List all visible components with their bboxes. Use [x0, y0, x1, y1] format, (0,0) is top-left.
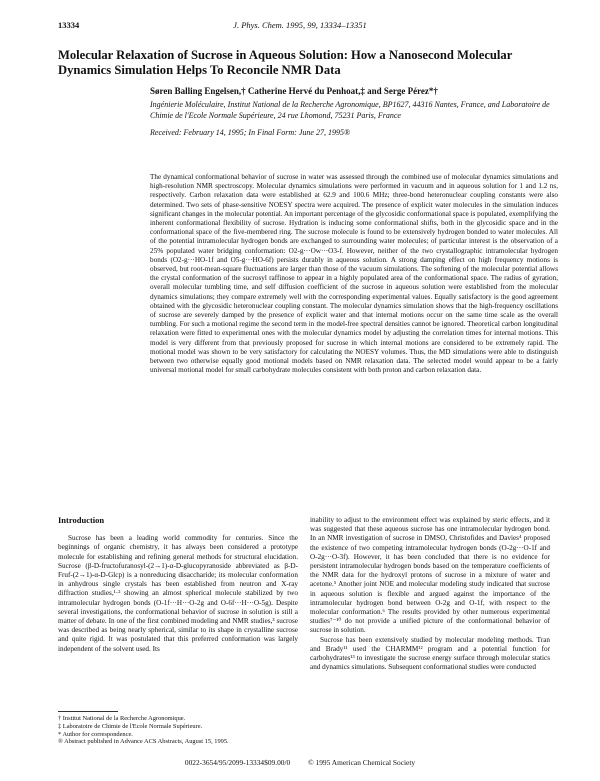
author-list: Søren Balling Engelsen,† Catherine Hervé du Penhoat,‡ and Serge Pérez*†: [150, 86, 438, 96]
intro-paragraph-2: Sucrose has been extensively studied by molecular modeling methods. Tran and Brady¹¹ used the CHARMM¹² program and a potential function for carbohydrates¹³ to investigate the sucrose energy surface through molecular statics and dynamics simulations. Subsequent conformational studies were conducted: [310, 635, 550, 672]
received-dates: Received: February 14, 1995; In Final Form: June 27, 1995®: [150, 128, 351, 137]
footnote-divider: [58, 711, 118, 712]
affiliation: Ingénierie Moléculaire, Institut National de la Recherche Agronomique, BP1627, 44316 Nantes, France, and Laboratoire de Chimie de l'Ecole Normale Supérieure, 24 rue Lhomond, 75231 Paris, France: [150, 100, 550, 120]
article-title: Molecular Relaxation of Sucrose in Aqueous Solution: How a Nanosecond Molecular Dynamics Simulation Helps To Reconcile NMR Data: [58, 48, 513, 77]
footnote-3: * Author for correspondence.: [58, 730, 133, 738]
journal-reference: J. Phys. Chem. 1995, 99, 13334–13351: [233, 20, 367, 30]
footnote-4: ® Abstract published in Advance ACS Abstracts, August 15, 1995.: [58, 738, 229, 746]
left-column: [58, 516, 298, 654]
page-number: 13334: [58, 20, 80, 30]
running-head: [58, 20, 542, 32]
right-column: [310, 516, 550, 672]
copyright-notice: © 1995 American Chemical Society: [308, 758, 416, 767]
article-code: 0022-3654/95/2099-13334$09.00/0: [184, 758, 291, 767]
footnote-2: ‡ Laboratoire de Chimie de l'Ecole Normale Supérieure.: [58, 722, 203, 730]
section-heading-introduction: Introduction: [58, 515, 105, 525]
intro-paragraph-continued: inability to adjust to the environment effect was explained by steric effects, and it was suggested that these aqueous sucrose has one intramolecular hydrogen bond. In an NMR investigation of sucrose in DMSO, Christofides and Davies⁴ proposed the existence of two competing intramolecular hydrogen bonds (O-2g···O-1f and O-2g···O-3f). However, it has been concluded that there is no evidence for persistent intramolecular hydrogen bonds based on the temperature coefficients of the NMR data for the hydroxyl protons of sucrose in a mixture of water and acetone.⁵ Another joint NOE and molecular modeling study indicated that sucrose in aqueous solution is flexible and argued against the importance of the intramolecular hydrogen bond between O-2g and O-1f, with respect to the molecular conformation.⁶ The results provided by other numerous experimental studies⁷⁻¹⁰ do not provide a unified picture of the conformational behavior of sucrose in solution.: [310, 516, 550, 635]
publication-footer: [58, 758, 542, 767]
footnotes: [58, 715, 298, 746]
intro-paragraph-1: Sucrose has been a leading world commodity for centuries. Since the beginnings of organic chemistry, it has always been considered a prototype molecule for establishing and refining general methods for structural elucidation. Sucrose (β-D-fructofuranosyl-(2→1)-α-D-glucopyranoside abbreviated as β-D-Fruf-(2→1)-α-D-Glcp) is a nonreducing disaccharide; its molecular conformation in anhydrous single crystals has been established from neutron and X-ray diffraction studies,¹·² showing an almost spherical molecule stabilized by two intramolecular hydrogen bonds (O-1f···H···O-2g and O-6f···H···O-5g). Despite several investigations, the conformational behavior of sucrose in solution is still a matter of debate. In one of the first combined modeling and NMR studies,³ sucrose was described as being nearly spherical, similar to its shape in crystalline sucrose and quite rigid. It was postulated that this preferred conformation was largely independent of the solvent used. Its: [58, 534, 298, 653]
abstract: The dynamical conformational behavior of sucrose in water was assessed through the combined use of molecular dynamics simulations and high-resolution NMR spectroscopy. Molecular dynamics simulations were performed in vacuum and in aqueous solution for 1 and 1.2 ns, respectively. Carbon relaxation data were established at 62.9 and 100.6 MHz; three-bond heteronuclear coupling constants were also determined. Two sets of phase-sensitive NOESY spectra were acquired. The presence of explicit water molecules in the simulation induces significant changes in the molecular potential. An important percentage of the glycosidic conformational space is populated, exemplifying the inherent conformational flexibility of sucrose. Hydration is inducing some conformational shifts, both in the glycosidic space and in the conformational space of the five-membered ring. The sucrose molecule is found to be extensively hydrogen bonded to water molecules. All of the potential intramolecular hydrogen bonds are exchanged to surrounding water molecules; of particular interest is the observation of a 25% populated water bridging conformation: O2-g···Ow···O3-f. However, neither of the two crystallographic intramolecular hydrogen bonds (O2-g···HO-1f and O5-g···HO-6f) persists durably in aqueous solution. A strong damping effect on high frequency motions is observed, but root-mean-square fluctuations are larger than those of the vacuum simulations. The softening of the molecular potential allows the crystal conformation of the sucrosyl raffinose to appear in a highly populated area of the conformational space. The radius of gyration, overall molecular tumbling time, and self diffusion coefficient of the sucrose in aqueous solution were established from the molecular dynamics simulations; they compare extremely well with the corresponding experimental values. Equally satisfactory is the good agreement obtained with the glycosidic heteronuclear coupling constant. The molecular dynamics simulation shows that the high-frequency oscillations of sucrose are severely damped by the presence of explicit water and that internal motions occur on the same time scale as the overall tumbling. For such a motional regime the second term in the model-free spectral densities cannot be ignored. Theoretical carbon longitudinal relaxation were fitted to experimental ones with the molecular dynamics model by adjusting the correlation times for internal motions. This model is very different from that previously proposed for sucrose in which internal motions are considered to be extremely rapid. The motional model was shown to be very satisfactory for calculating the NOESY volumes. Thus, the MD simulations were able to distinguish between two otherwise equally good motional models based on NMR relaxation data. The selected model would appear to be a fairly universal motional model for small carbohydrate molecules consistent with both proton and carbon relaxation data.: [150, 173, 558, 375]
footnote-1: † Institut National de la Recherche Agronomique.: [58, 715, 186, 722]
